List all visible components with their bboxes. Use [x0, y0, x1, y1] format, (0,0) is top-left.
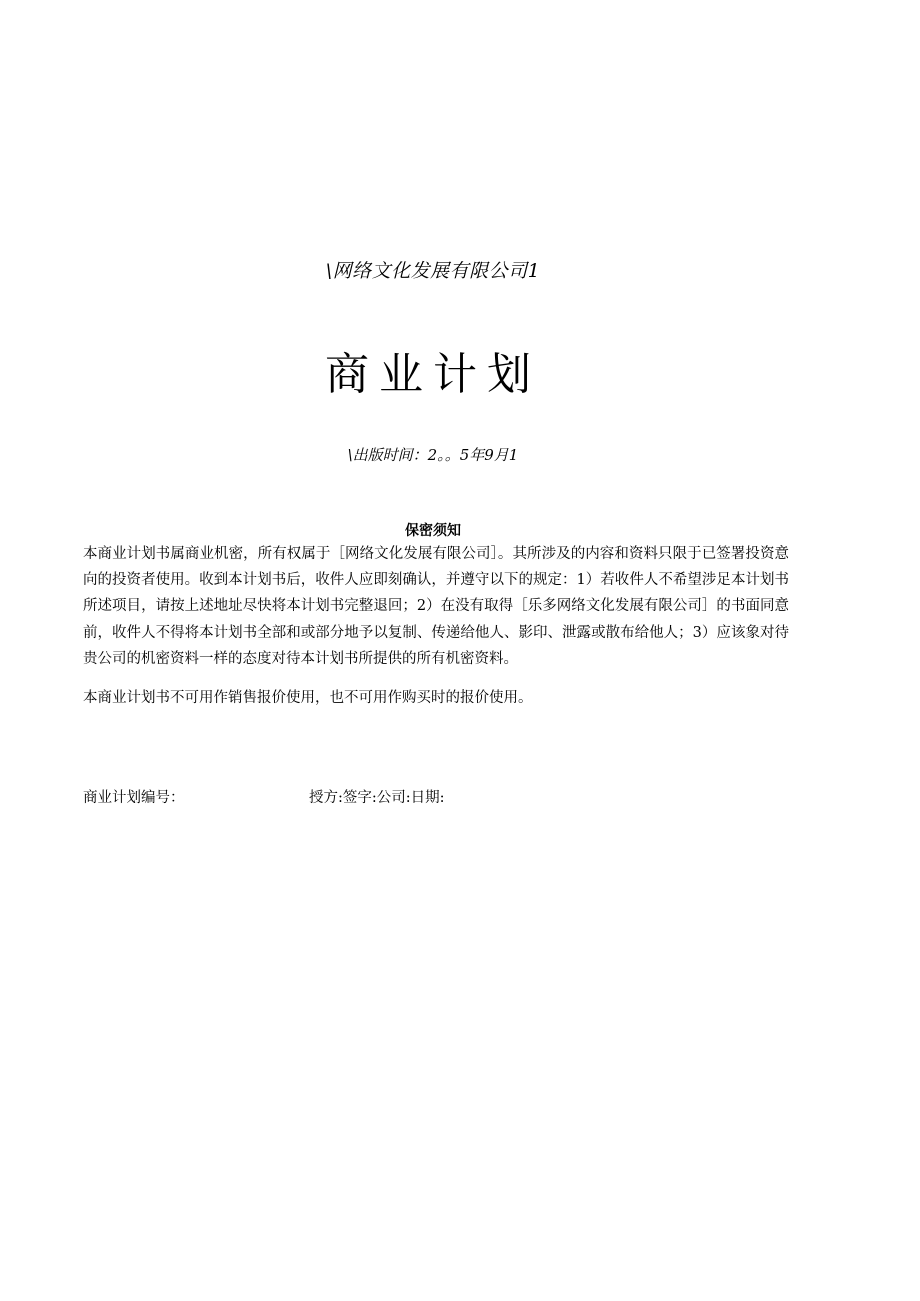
- confidentiality-body: 本商业计划书属商业机密，所有权属于［网络文化发展有限公司］。其所涉及的内容和资料只限于已签署投资意向的投资者使用。收到本计划书后，收件人应即刻确认，并遵守以下的规定：1）若收件人不希望涉足本计划书所述项目，请按上述地址尽快将本计划书完整退回；2）在没有取得［乐多网络文化发展有限公司］的书面同意前，收件人不得将本计划书全部和或部分地予以复制、传递给他人、影印、泄露或散布给他人；3）应该象对待贵公司的机密资料一样的态度对待本计划书所提供的所有机密资料。: [83, 546, 789, 667]
- company-name: \网络文化发展有限公司1: [325, 260, 541, 282]
- page-title: 商业计划: [325, 349, 541, 400]
- confidentiality-heading: 保密须知: [405, 523, 461, 539]
- plan-number-label: 商业计划编号：: [83, 790, 185, 806]
- confidentiality-note: 本商业计划书不可用作销售报价使用，也不可用作购买时的报价使用。: [83, 690, 533, 706]
- footer-row: [83, 786, 789, 810]
- publish-date: \出版时间：2。。5年9月1: [347, 446, 519, 464]
- authorization-label: 授方:签字:公司:日期:: [309, 790, 445, 806]
